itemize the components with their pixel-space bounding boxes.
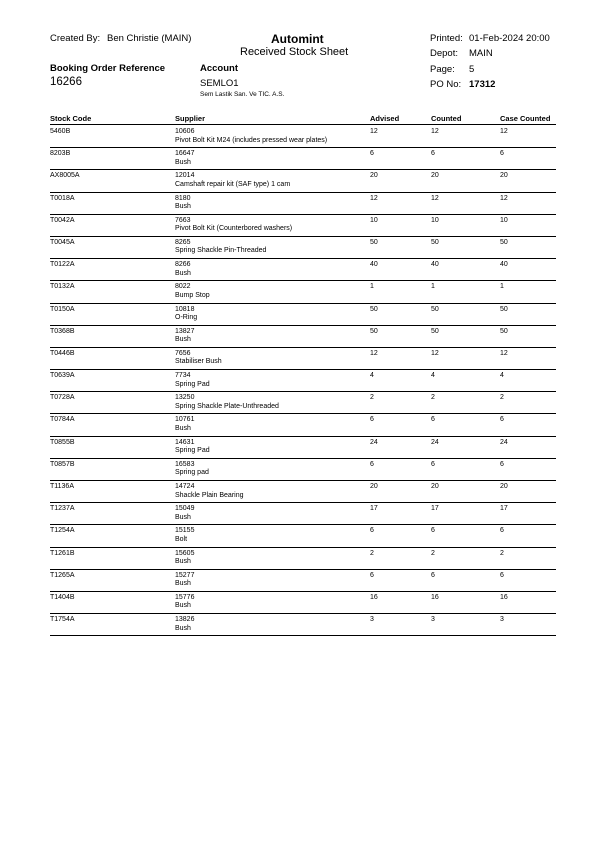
stock-code-cell: T1261B [50,549,75,557]
advised-cell: 6 [370,527,374,535]
supplier-cell [175,306,197,323]
supplier-number: 15776 [175,593,195,601]
stock-code-cell: T0045A [50,238,75,246]
company-name: Automint [271,32,324,46]
account-label: Account [200,63,238,74]
stock-code-cell: T0728A [50,394,75,402]
case-counted-cell: 50 [500,327,508,335]
advised-cell: 3 [370,616,374,624]
supplier-cell [175,172,290,189]
stock-code-cell: T0018A [50,194,75,202]
booking-ref-label: Booking Order Reference [50,63,166,74]
supplier-number: 8180 [175,194,191,202]
item-description: Bush [175,558,191,566]
supplier-number: 13827 [175,327,195,335]
counted-cell: 10 [431,216,439,224]
counted-cell: 6 [431,571,435,579]
counted-cell: 40 [431,261,439,269]
case-counted-cell: 2 [500,394,504,402]
counted-cell: 12 [431,128,439,135]
po-label: PO No: [430,79,462,90]
supplier-number: 8022 [175,283,191,291]
case-counted-cell: 40 [500,261,508,269]
case-counted-cell: 17 [500,505,508,513]
counted-cell: 50 [431,305,439,313]
booking-ref-value: 16266 [50,76,82,88]
supplier-number: 8266 [175,261,191,269]
supplier-number: 15155 [175,527,195,535]
stock-code-cell: T1136A [50,483,74,490]
column-header-counted: Counted [431,114,462,123]
advised-cell: 12 [370,349,378,357]
po-value: 17312 [469,79,496,90]
supplier-number: 10761 [175,416,195,424]
case-counted-cell: 4 [500,372,504,380]
item-description: Stabiliser Bush [175,358,222,366]
table-row [50,304,556,326]
item-description: Spring Pad [175,380,210,388]
advised-cell: 12 [370,194,378,202]
advised-cell: 50 [370,238,378,246]
case-counted-cell: 16 [500,593,508,601]
item-description: Bolt [175,535,188,543]
table-row [50,481,556,503]
advised-cell: 6 [370,460,374,468]
item-description: Bush [175,580,191,588]
page-value: 5 [469,64,475,75]
stock-code-cell: AX8005A [50,172,80,180]
counted-cell: 6 [431,527,435,535]
case-counted-cell: 12 [500,349,508,357]
stock-code-cell: T0639A [50,372,75,380]
case-counted-cell: 10 [500,216,508,224]
case-counted-cell: 3 [500,616,504,624]
stock-code-cell: T0855B [50,438,75,446]
supplier-number: 15049 [175,505,195,513]
case-counted-cell: 12 [500,194,508,202]
case-counted-cell: 20 [500,172,508,180]
stock-code-cell: T0132A [50,283,75,291]
item-description: Shackle Plain Bearing [175,491,244,499]
case-counted-cell: 20 [500,483,508,490]
table-row [50,326,556,348]
column-header-stock-code: Stock Code [50,114,92,123]
table-row [50,193,556,215]
item-description: Bush [175,269,191,277]
item-description: Spring pad [175,469,209,477]
advised-cell: 2 [370,549,374,557]
counted-cell: 6 [431,460,435,468]
table-row [50,503,556,525]
counted-cell: 16 [431,593,439,601]
case-counted-cell: 6 [500,571,504,579]
supplier-cell [175,461,209,478]
supplier-cell [175,261,191,278]
supplier-cell [175,505,194,522]
item-description: Bump Stop [175,291,210,299]
supplier-cell [175,616,194,633]
item-description: Bush [175,158,191,166]
created-by-label: Created By: [50,33,101,44]
case-counted-cell: 6 [500,416,504,424]
created-by-value: Ben Christie (MAIN) [107,33,192,44]
counted-cell: 1 [431,283,435,291]
supplier-number: 15605 [175,549,195,557]
supplier-cell [175,439,210,456]
supplier-number: 12014 [175,172,195,180]
item-description: Bush [175,424,191,432]
stock-code-cell: T0446B [50,349,75,357]
case-counted-cell: 50 [500,238,508,246]
stock-code-cell: T0857B [50,460,75,468]
document-title: Received Stock Sheet [240,46,349,58]
advised-cell: 17 [370,505,378,513]
stock-code-cell: T0368B [50,327,75,335]
depot-value: MAIN [469,48,493,59]
supplier-cell [175,128,327,145]
table-row [50,392,556,414]
advised-cell: 6 [370,571,374,579]
case-counted-cell: 6 [500,150,504,158]
counted-cell: 24 [431,438,439,446]
case-counted-cell: 12 [500,128,508,135]
supplier-number: 10818 [175,305,195,313]
item-description: Bush [175,203,191,211]
case-counted-cell: 1 [500,283,504,291]
advised-cell: 4 [370,372,374,380]
supplier-cell [175,239,266,256]
advised-cell: 2 [370,394,374,402]
account-name: Sem Lastik San. Ve TIC. A.S. [200,91,285,98]
supplier-number: 15277 [175,571,195,579]
table-row [50,614,556,636]
supplier-number: 16583 [175,460,195,468]
advised-cell: 50 [370,327,378,335]
advised-cell: 6 [370,150,374,158]
case-counted-cell: 6 [500,460,504,468]
item-description: Spring Shackle Pin-Threaded [175,247,267,255]
printed-label: Printed: [430,33,463,44]
advised-cell: 50 [370,305,378,313]
item-description: Bush [175,624,191,632]
case-counted-cell: 24 [500,438,508,446]
case-counted-cell: 6 [500,527,504,535]
item-description: O-Ring [175,314,198,321]
stock-code-cell: 8203B [50,150,71,158]
counted-cell: 2 [431,394,435,402]
supplier-cell [175,527,194,544]
stock-code-cell: T0042A [50,216,75,224]
supplier-number: 7656 [175,349,191,357]
advised-cell: 12 [370,128,378,135]
supplier-cell [175,328,194,345]
table-row [50,414,556,436]
table-row [50,525,556,547]
stock-code-cell: T1754A [50,616,75,624]
table-row [50,215,556,237]
counted-cell: 12 [431,194,439,202]
stock-code-cell: T1254A [50,527,75,535]
stock-code-cell: T0784A [50,416,75,424]
stock-code-cell: T0150A [50,305,75,313]
supplier-number: 14724 [175,483,195,490]
supplier-cell [175,150,194,167]
case-counted-cell: 2 [500,549,504,557]
item-description: Camshaft repair kit (SAF type) 1 cam [175,180,291,188]
counted-cell: 6 [431,416,435,424]
supplier-cell [175,572,194,589]
printed-value: 01-Feb-2024 20:00 [469,33,550,44]
table-row [50,437,556,459]
supplier-number: 13826 [175,616,195,624]
stock-code-cell: T1265A [50,571,75,579]
supplier-cell [175,416,194,433]
stock-code-cell: T1237A [50,505,75,513]
supplier-number: 8265 [175,238,191,246]
table-row [50,370,556,392]
table-row [50,259,556,281]
counted-cell: 2 [431,549,435,557]
counted-cell: 4 [431,372,435,380]
item-description: Spring Pad [175,447,210,455]
stock-code-cell: 5460B [50,128,71,135]
counted-cell: 20 [431,483,439,490]
table-row [50,592,556,614]
table-row [50,348,556,370]
table-row [50,148,556,170]
supplier-cell [175,283,210,300]
supplier-number: 7734 [175,372,191,380]
case-counted-cell: 50 [500,305,508,313]
counted-cell: 50 [431,238,439,246]
supplier-number: 10606 [175,128,195,135]
counted-cell: 12 [431,349,439,357]
advised-cell: 24 [370,438,378,446]
advised-cell: 10 [370,216,378,224]
supplier-cell [175,217,292,234]
table-row [50,126,556,148]
header-divider [50,124,556,125]
item-description: Bush [175,602,191,610]
advised-cell: 6 [370,416,374,424]
column-header-advised: Advised [370,114,400,123]
item-description: Pivot Bolt Kit (Counterbored washers) [175,225,293,233]
supplier-cell [175,550,194,567]
supplier-cell [175,594,194,611]
counted-cell: 3 [431,616,435,624]
advised-cell: 20 [370,483,378,490]
supplier-cell [175,483,244,500]
supplier-number: 7663 [175,216,191,224]
stock-code-cell: T1404B [50,593,75,601]
supplier-cell [175,350,222,367]
table-body [50,126,556,636]
supplier-number: 16647 [175,150,195,158]
table-row [50,281,556,303]
advised-cell: 20 [370,172,378,180]
item-description: Pivot Bolt Kit M24 (includes pressed wear plates) [175,136,328,144]
item-description: Bush [175,336,191,344]
supplier-cell [175,372,210,389]
supplier-number: 13250 [175,394,195,402]
supplier-cell [175,195,191,212]
supplier-number: 14631 [175,438,195,446]
counted-cell: 50 [431,327,439,335]
table-row [50,570,556,592]
advised-cell: 40 [370,261,378,269]
advised-cell: 1 [370,283,374,291]
account-value: SEMLO1 [200,78,239,89]
table-row [50,237,556,259]
table-row [50,459,556,481]
table-row [50,170,556,192]
column-header-supplier: Supplier [175,114,206,123]
supplier-cell [175,394,279,411]
item-description: Spring Shackle Plate-Unthreaded [175,402,279,410]
column-header-case-counted: Case Counted [500,114,551,123]
counted-cell: 17 [431,505,439,513]
stock-code-cell: T0122A [50,261,75,269]
counted-cell: 20 [431,172,439,180]
advised-cell: 16 [370,593,378,601]
page-label: Page: [430,64,455,75]
table-row [50,548,556,570]
counted-cell: 6 [431,150,435,158]
depot-label: Depot: [430,48,458,59]
item-description: Bush [175,513,191,521]
